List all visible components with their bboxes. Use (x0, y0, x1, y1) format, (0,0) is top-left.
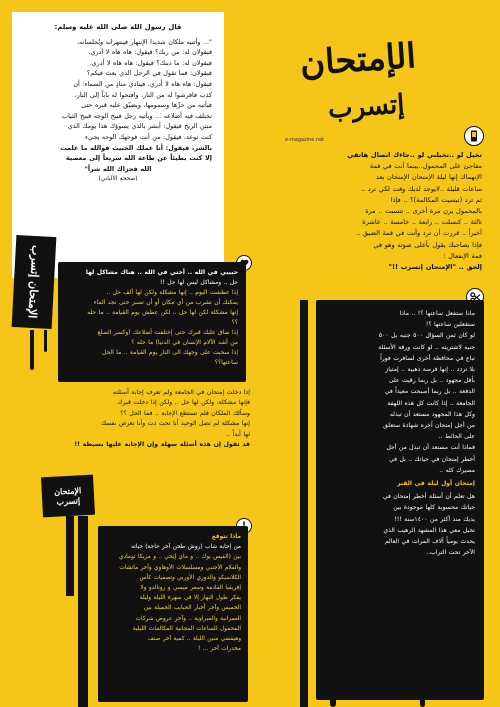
hadith-line: فيأتيه من حرِّها وسمومها، ويضيّق عليه قبره حتى (81, 101, 212, 110)
expect-header: ماذا تتوقع (211, 534, 241, 540)
hadith-line: منتن الريح فيقول: أبشر بالذي يسوؤك هذا يومك الذي (67, 122, 212, 131)
hadith-line: كنت توعد، فيقول: من أنت فوجهك الوجه يجيء (85, 132, 212, 141)
side-title-2-text: الإمتحان إتسرب (54, 485, 82, 507)
site-url: e-magazine.net (285, 137, 325, 143)
right-line: مصيرك كله .. (439, 466, 475, 474)
love-line: يمكنك أن تشرب من أي مكان أو أن تصبر حتى تجد الماء (93, 299, 238, 306)
love-line: إذا ضاق عليك قبرك حتى إختلفت أضلاعك (وكسر الضلع (97, 329, 238, 336)
exam-line: إنها مشكلة لم تصل الوحيد أنا تحت دت وأنا تعرض نفسك (100, 420, 250, 428)
expect-line: المحمول للساعات المجانية المكالمات الليلية (132, 625, 241, 632)
expect-line: من إجابة شاب (روش طحن آخر حاجة) حياته (131, 544, 241, 551)
intro-line: الإنهماك إنها ليلة الإمتحان الإمتحان بعد (375, 173, 482, 182)
exam-line: فإنها مشكلة، ولكن لها حل .. ولكن إذا دخلت قبرك (117, 399, 250, 407)
expect-box (98, 526, 248, 702)
side-title-2 (41, 475, 95, 518)
exam-section (28, 388, 250, 450)
exam-line: لها أبداً .. (226, 430, 250, 438)
love-line: إذا سحبت على وجهك الى النار يوم القيامة .. ما الحل (101, 349, 238, 356)
expect-line: العمرانية والمبراوية .. وآخر عروض شركات (135, 615, 241, 622)
hadith-line: فيقولان له: من ربك؟ فيقول: هاه هاه لا أدري. (88, 48, 212, 57)
love-header: حبيبي في الله .. أختي في الله .. هناك مشاكل لها (85, 269, 238, 276)
expect-line: إفريقيا القادمة وسعر ميسي و رونالدو ولا (140, 585, 241, 592)
intro-line: ثم ترد (تبسيت المكالمة)؟ .. فإذا (390, 195, 482, 204)
right-line: وكل هذا المجهود مستعد أن تبذله (389, 410, 475, 418)
expect-line: الخميس وآخر أخبار الحبايب الجميلة بين (144, 605, 241, 612)
intro-line: قمة الإنفعال : (443, 251, 482, 260)
hadith-line: فيقولان له: ما دينك؟ فيقول: هاه هاه لا أدري. (89, 58, 212, 67)
pipe-decor (300, 300, 308, 707)
love-line: ساعتها؟؟ (214, 359, 238, 366)
expect-line: والفلام الأجنبي ومسلسلات الأوهاوي وأخر ماتشات (119, 564, 241, 571)
drip-decor (30, 330, 34, 370)
side-title-text: الإمتحان إتسرب (25, 245, 43, 319)
hadith-line: تختلف فيه أضلاعه ... ويأتيه رجل قبيح الوجه قبيح الثياب (62, 111, 212, 120)
right-tail-line: تخيل معي هذا المشهد الرهيب الذي (383, 526, 475, 534)
right-line: أخطر إمتحان في حياتك .. بل في (389, 455, 475, 463)
love-box (58, 262, 246, 382)
exam-line: قد تقول إن هذه أسئلة سهلة وإن الإجابة عليها بسيطة !! (74, 441, 250, 449)
intro-lead: تخيل لو ..تخيلني لو ..جاءك اتصال هاتفي (347, 151, 482, 159)
hadith-source: (صححه الألباني) (98, 176, 138, 183)
love-line: من أشد الآلام الإنسان في الدنيا) ما حله ؟ (131, 339, 238, 346)
side-title-vertical (12, 235, 57, 329)
phone-icon (464, 126, 484, 146)
right-line: ستقعلين ساعتها ؟! (425, 321, 475, 329)
hadith-header: قال رسول الله صلى الله عليه وسلم: (54, 23, 182, 31)
intro-line: فإذا بصاحبك يقول بأعلى صوته وهو في (373, 240, 482, 249)
right-highlight: إمتحان أول ليلة في القبر (396, 480, 475, 488)
masthead-subtitle: إتسرب (327, 89, 406, 125)
right-line: جنيه لاشتريته .. لو كانت ورقة الأسئلة (378, 343, 475, 351)
hadith-line-bold: الله فجزاك الله شراً" (84, 164, 152, 173)
right-line: لو كان ثمن السؤال ٥٠٠ جنيه بل ٥٠٠ (378, 332, 475, 340)
love-line: إذا عطشت اليوم .. إنها مشكلة ولكن لها ألف حل .. (106, 289, 238, 296)
intro-shout: إلحق .. "الإمتحان إتسرب !!" (388, 263, 482, 272)
right-line: بأقل مجهود .. بل ربما رقيت على (388, 377, 475, 385)
right-tail-line: هل تعلم أن أسئلة أخطر إمتحان في (382, 493, 475, 501)
right-line: الجامعة .. إذا كانت كل هذه اللهفة (387, 399, 475, 407)
intro-line: أخيراً .. قررت أن ترد وأنت في قمة الضيق .. (356, 229, 482, 238)
love-line: إنها مشكلة لكن لها حل .. لكن عطش يوم القيامة .. ما حله (87, 309, 238, 316)
drip-decor (420, 698, 425, 707)
hadith-line: "... وأتتيه ملكان شديدا الإنتهار فينتهرانه ويُجلسانه، (77, 37, 212, 46)
right-line: فماذا أنت مستعد أن تبذل من أجل (386, 444, 475, 452)
intro-line: مفاجئ على المحمول..بينما أنت في قمة (369, 162, 482, 171)
intro-block (268, 150, 482, 273)
right-tail-line: يديك منذ أكثر من ١٤٠٠سنة !!! (394, 515, 475, 523)
hadith-line-bold: إلا كنت بطيئاً عن طاعة الله سريعاً إلى معصية (66, 154, 212, 163)
right-line: من أجل إمتحان آخره شهادة ستعلق (383, 422, 475, 430)
expect-line: وهيقضي منين الليلة .. كمية آخر صنف (147, 636, 241, 643)
pipe-decor (66, 516, 74, 596)
intro-line: ثالثة .. كنسلت .. رابعة .. خامسة .. عاشرة (362, 218, 482, 227)
right-tail-line: الآخر تحت التراب.. (426, 549, 475, 557)
exam-line: وسألك الملكان فلم تستطع الإجابة .. فما الحل ؟؟ (120, 409, 250, 417)
right-line: ماذا ستفعل ساعتها ؟! .. ماذا (399, 310, 475, 317)
love-line: ؟؟ (231, 319, 238, 326)
masthead-title: الإمتحان (298, 36, 418, 84)
expect-line: مخدرات آخر ... ! (197, 646, 241, 653)
expect-line: يفكر طول النهار إلا في سهرة الليلة وليلة (139, 595, 241, 602)
right-line: الدفعة .. بل ربما أصبحت معيداً في (384, 388, 475, 396)
hadith-line-bold: بالشر، فيقول: أنا عملك الخبيث فوالله ما علمت (60, 143, 212, 152)
right-line: بلا تردد .. إنها فرصة ذهبية .. إمتياز (385, 366, 475, 374)
exam-line: إذا دخلت إمتحان في الجامعة ولم تعرف إجابة أسئلته (112, 389, 250, 396)
drip-decor (330, 698, 336, 707)
pipe-decor (78, 516, 88, 707)
love-line: حل .. ومشاكل ليس لها حل !! (160, 279, 238, 286)
intro-line: بالمحمول يرن مرة أخرى .. تتسبت .. مرة (365, 207, 482, 216)
hadith-line: فيقولان: فما تقول في الرجل الذي بعث فيكم؟ (86, 69, 212, 78)
right-line: تباع في محافظة أخرى لسافرت فوراً (380, 354, 475, 362)
expect-line: الكلاسيكو والدوري الأوربي وتصفيات كأس (139, 574, 241, 581)
intro-line: ساعات قليلة ..لايوجد لديك وقت لكي ترد .. (360, 184, 482, 193)
hadith-line: فيقول: هاه هاه لا أدري، فينادي منادٍ من السماء: أن (73, 79, 212, 88)
right-line: على الحائط .. (438, 433, 475, 441)
right-column-box (316, 300, 484, 700)
expect-line: بين (الفيس بوك .. و ماي إيجي .. و مزيكا تومادي (119, 554, 241, 561)
hadith-line: كذب فافرشوا له من النار، وافتحوا له باباً إلى النار، (74, 90, 212, 99)
drip-decor (44, 330, 47, 352)
right-tail-line: يحدث يومياً آلاف المرات في العالم (384, 538, 475, 546)
right-tail-line: حياتك محسوبة كلها موجودة بين (393, 504, 475, 512)
